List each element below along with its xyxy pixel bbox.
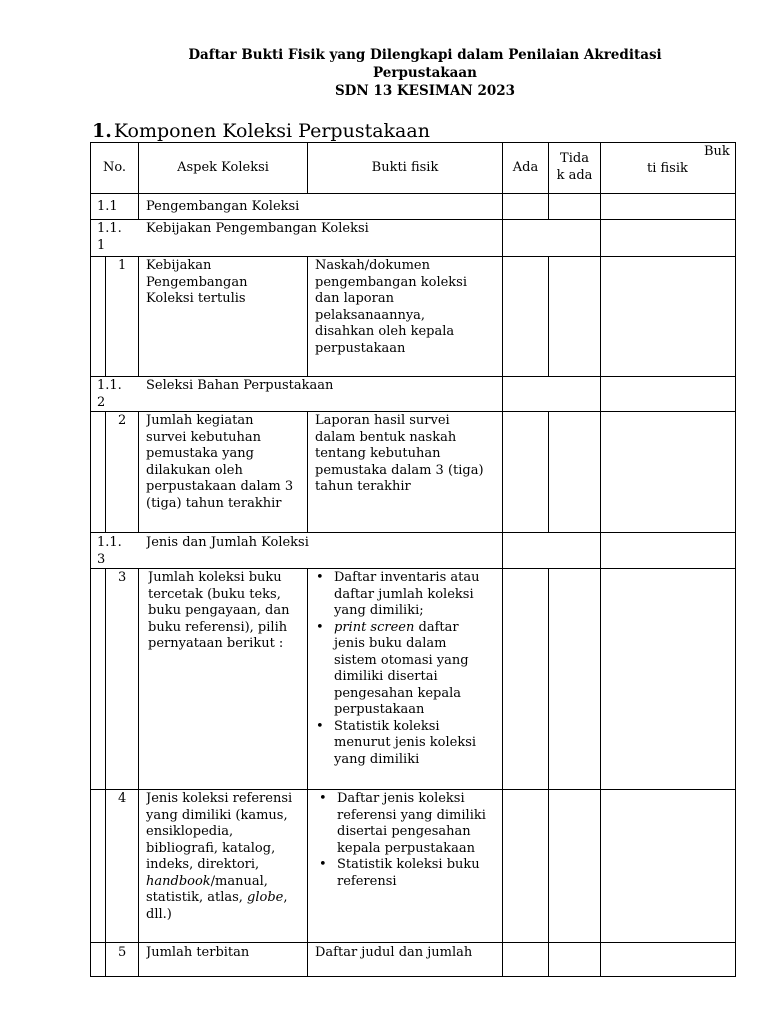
header-ada: Ada [512, 160, 539, 175]
header-tidak-ada: Tida k ada [556, 151, 593, 183]
row2-aspek: Jumlah kegiatan survei kebutuhan pemustaka yang dilakukan oleh perpustakaan dalam 3 (tiga) tahun terakhir [146, 413, 294, 511]
row5-bukti: Daftar judul dan jumlah [315, 945, 473, 960]
row4-bullet-1: • Daftar jenis koleksi referensi yang dimiliki disertai pengesahan kepala perpustakaan [315, 791, 501, 857]
row4-bukti [315, 791, 501, 890]
row3-bullet-3: • Statistik koleksi menurut jenis koleksi yang dimiliki [312, 719, 501, 769]
row5-aspek: Jumlah terbitan [146, 945, 250, 960]
header-aspek-koleksi: Aspek Koleksi [177, 160, 269, 175]
section-heading [92, 119, 430, 143]
header-bukti-fisik: Bukti fisik [371, 160, 439, 175]
row2-no: 2 [118, 413, 127, 428]
row5-no: 5 [118, 945, 127, 960]
row4-no: 4 [118, 791, 127, 806]
row-label-jenis-jumlah: Jenis dan Jumlah Koleksi [146, 535, 309, 550]
title-line-3: SDN 13 KESIMAN 2023 [334, 83, 516, 99]
row4-aspek: Jenis koleksi referensi yang dimiliki (kamus, ensiklopedia, bibliografi, katalog, indeks, direktori, handbook/manual, statistik, atlas, globe, dll.) [146, 791, 293, 922]
document-title [160, 46, 690, 100]
header-no: No. [102, 160, 127, 175]
title-line-2: Perpustakaan [373, 65, 477, 81]
row-label-pengembangan-koleksi: Pengembangan Koleksi [146, 199, 300, 214]
row1-aspek: Kebijakan Pengembangan Koleksi tertulis [146, 258, 248, 306]
row3-no: 3 [118, 570, 127, 585]
row3-bukti [312, 570, 501, 768]
row-code-1-1-3: 1.1. 3 [97, 535, 122, 567]
row-code-1-1-2: 1.1. 2 [97, 378, 122, 410]
row-label-seleksi: Seleksi Bahan Perpustakaan [146, 378, 334, 393]
row4-bullet-2: • Statistik koleksi buku referensi [315, 857, 501, 890]
row-label-kebijakan: Kebijakan Pengembangan Koleksi [146, 221, 369, 236]
row3-bullet-1: • Daftar inventaris atau daftar jumlah koleksi yang dimiliki; [312, 570, 501, 620]
row3-aspek: Jumlah koleksi buku tercetak (buku teks, buku pengayaan, dan buku referensi), pilih pernyataan berikut : [148, 570, 290, 651]
section-title: Komponen Koleksi Perpustakaan [113, 120, 430, 142]
header-bukti-fisik-2a: Buk [704, 144, 730, 159]
row1-bukti: Naskah/dokumen pengembangan koleksi dan laporan pelaksanaannya, disahkan oleh kepala perpustakaan [315, 258, 468, 356]
header-bukti-fisik-2b: ti fisik [647, 161, 688, 176]
row-code-1-1: 1.1 [97, 199, 118, 214]
title-line-1: Daftar Bukti Fisik yang Dilengkapi dalam Penilaian Akreditasi [188, 47, 662, 63]
row3-bullet-2: • print screen daftar jenis buku dalam sistem otomasi yang dimiliki disertai pengesahan kepala perpustakaan [312, 620, 501, 719]
row1-no: 1 [118, 258, 127, 273]
section-number: 1. [92, 120, 112, 142]
row-code-1-1-1: 1.1. 1 [97, 221, 122, 253]
row2-bukti: Laporan hasil survei dalam bentuk naskah tentang kebutuhan pemustaka dalam 3 (tiga) tahun terakhir [315, 413, 484, 494]
